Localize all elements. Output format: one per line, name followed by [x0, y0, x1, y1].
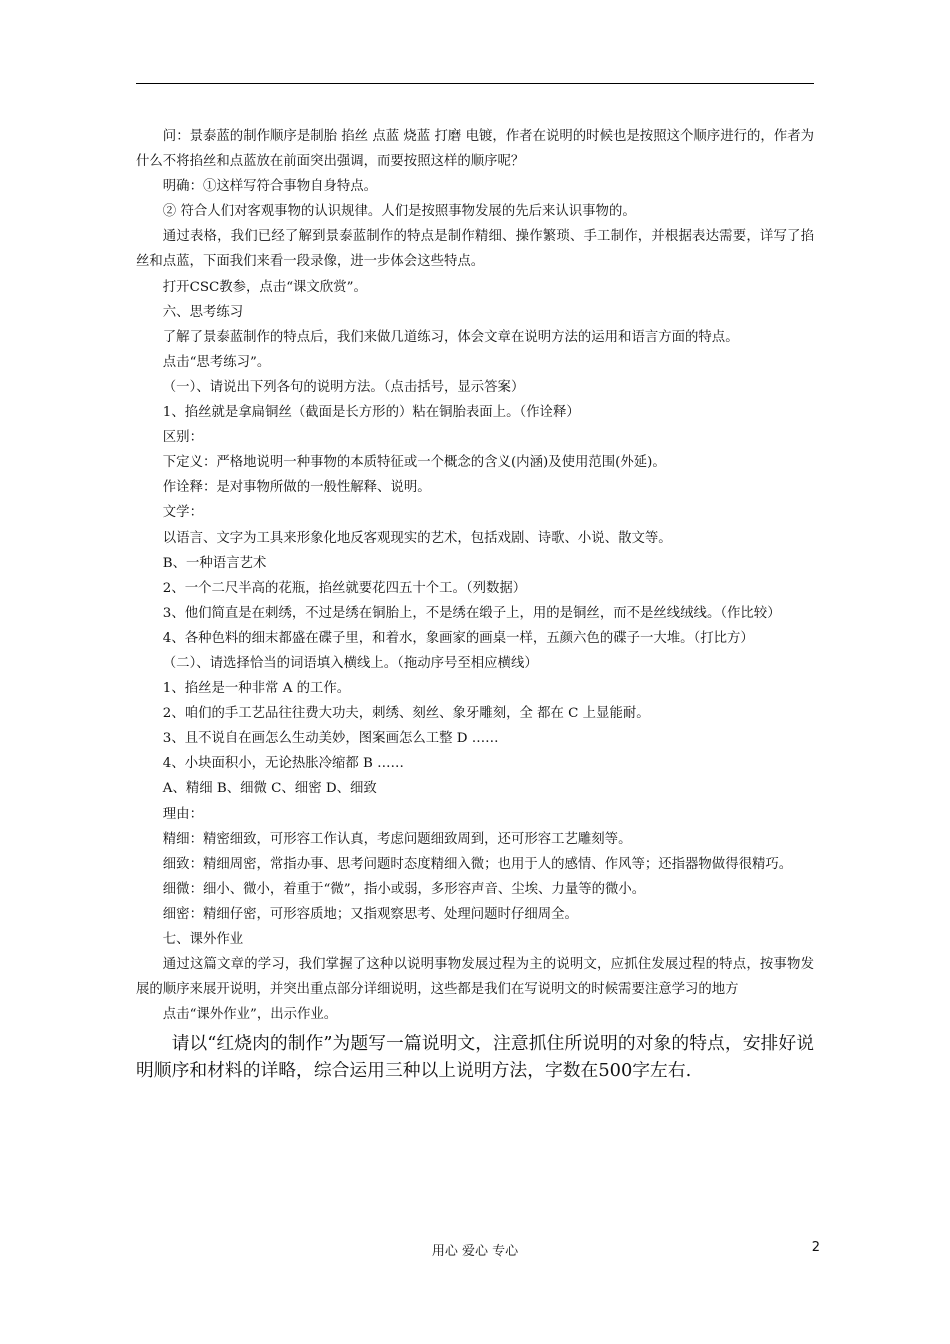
word-ximi: 细密：精细仔密，可形容质地；又指观察思考、处理问题时仔细周全。: [162, 906, 578, 922]
answer-line-2: ② 符合人们对客观事物的认识规律。人们是按照事物发展的先后来认识事物的。: [162, 204, 636, 220]
csc-instruction: 打开CSC教参，点击“课文欣赏”。: [162, 279, 367, 295]
assignment-paragraph: 请以“红烧肉的制作”为题写一篇说明文，注意抓住所说明的对象的特点，安排好说明顺序和材料的详略，综合运用三种以上说明方法，字数在500字左右.: [136, 1033, 814, 1082]
footer-motto: 用心 爱心 专心: [431, 1244, 519, 1259]
part-2-item-4: 4、小块面积小，无论热胀冷缩都 B ……: [162, 756, 404, 772]
literature-definition: 以语言、文字为工具来形象化地反客观现实的艺术，包括戏剧、诗歌、小说、散文等。: [162, 530, 672, 546]
part-2-title: （二）、请选择恰当的词语填入横线上。（拖动序号至相应横线）: [162, 655, 538, 671]
literature-label: 文学：: [162, 505, 203, 521]
part-1-item-3: 3、他们简直是在刺绣，不过是绣在铜胎上，不是绣在缎子上，用的是铜丝，而不是丝线绒线。（作比较）: [162, 605, 781, 621]
page-number: 2: [811, 1240, 820, 1255]
part-2-item-3: 3、且不说自在画怎么生动美妙，图案画怎么工整 D ……: [162, 731, 499, 747]
practice-intro: 了解了景泰蓝制作的特点后，我们来做几道练习，体会文章在说明方法的运用和语言方面的特点。: [162, 329, 739, 345]
table-paragraph: 通过表格，我们已经了解到景泰蓝制作的特点是制作精细、操作繁琐、手工制作，并根据表达需要，详写了掐丝和点蓝，下面我们来看一段录像，进一步体会这些特点。: [136, 229, 814, 270]
reason-label: 理由：: [162, 806, 203, 822]
practice-click: 点击“思考练习”。: [162, 354, 271, 370]
word-xizhi: 细致：精细周密，常指办事、思考问题时态度精细入微；也用于人的感情、作风等；还指器物做得很精巧。: [162, 856, 793, 872]
word-jingxi: 精细：精密细致，可形容工作认真，考虑问题细致周到，还可形容工艺雕刻等。: [162, 831, 632, 847]
part-1-title: （一）、请说出下列各句的说明方法。（点击括号，显示答案）: [162, 379, 525, 395]
option-b-line: B、一种语言艺术: [162, 555, 267, 571]
difference-label: 区别：: [162, 430, 203, 446]
part-1-item-4: 4、各种色料的细末都盛在碟子里，和着水，象画家的画桌一样，五颜六色的碟子一大堆。（打比方）: [162, 630, 754, 646]
body-text: [136, 124, 814, 1084]
word-xiwei: 细微：细小、微小，着重于“微”，指小或弱，多形容声音、尘埃、力量等的微小。: [162, 881, 646, 897]
part-1-item-1: 1、掐丝就是拿扁铜丝（截面是长方形的）粘在铜胎表面上。（作诠释）: [162, 405, 580, 421]
interpretation-explanation: 作诠释：是对事物所做的一般性解释、说明。: [162, 480, 431, 496]
homework-click: 点击“课外作业”，出示作业。: [162, 1007, 338, 1023]
section-heading-6: 六、思考练习: [162, 304, 244, 320]
definition-explanation: 下定义：严格地说明一种事物的本质特征或一个概念的含义(内涵)及使用范围(外延)。: [162, 455, 666, 471]
part-2-item-1: 1、掐丝是一种非常 A 的工作。: [162, 681, 351, 697]
section-heading-7: 七、课外作业: [162, 932, 244, 947]
part-1-item-2: 2、一个二尺半高的花瓶，掐丝就要花四五十个工。（列数据）: [162, 580, 527, 596]
summary-paragraph: 通过这篇文章的学习，我们掌握了这种以说明事物发展过程为主的说明文，应抓住发展过程的特点，按事物发展的顺序来展开说明，并突出重点部分详细说明，这些都是我们在写说明文的时候需要注意学习的地方: [136, 957, 814, 998]
part-2-item-2: 2、咱们的手工艺品往往费大功夫，刺绣、刻丝、象牙雕刻，全 都在 C 上显能耐。: [162, 706, 650, 722]
question-paragraph: 问：景泰蓝的制作顺序是制胎 掐丝 点蓝 烧蓝 打磨 电镀，作者在说明的时候也是按照这个顺序进行的，作者为什么不将掐丝和点蓝放在前面突出强调，而要按照这样的顺序呢？: [136, 129, 814, 170]
word-options: A、精细 B、细微 C、细密 D、细致: [162, 781, 377, 797]
answer-line-1: 明确：①这样写符合事物自身特点。: [162, 179, 378, 195]
header-rule: [136, 83, 814, 84]
